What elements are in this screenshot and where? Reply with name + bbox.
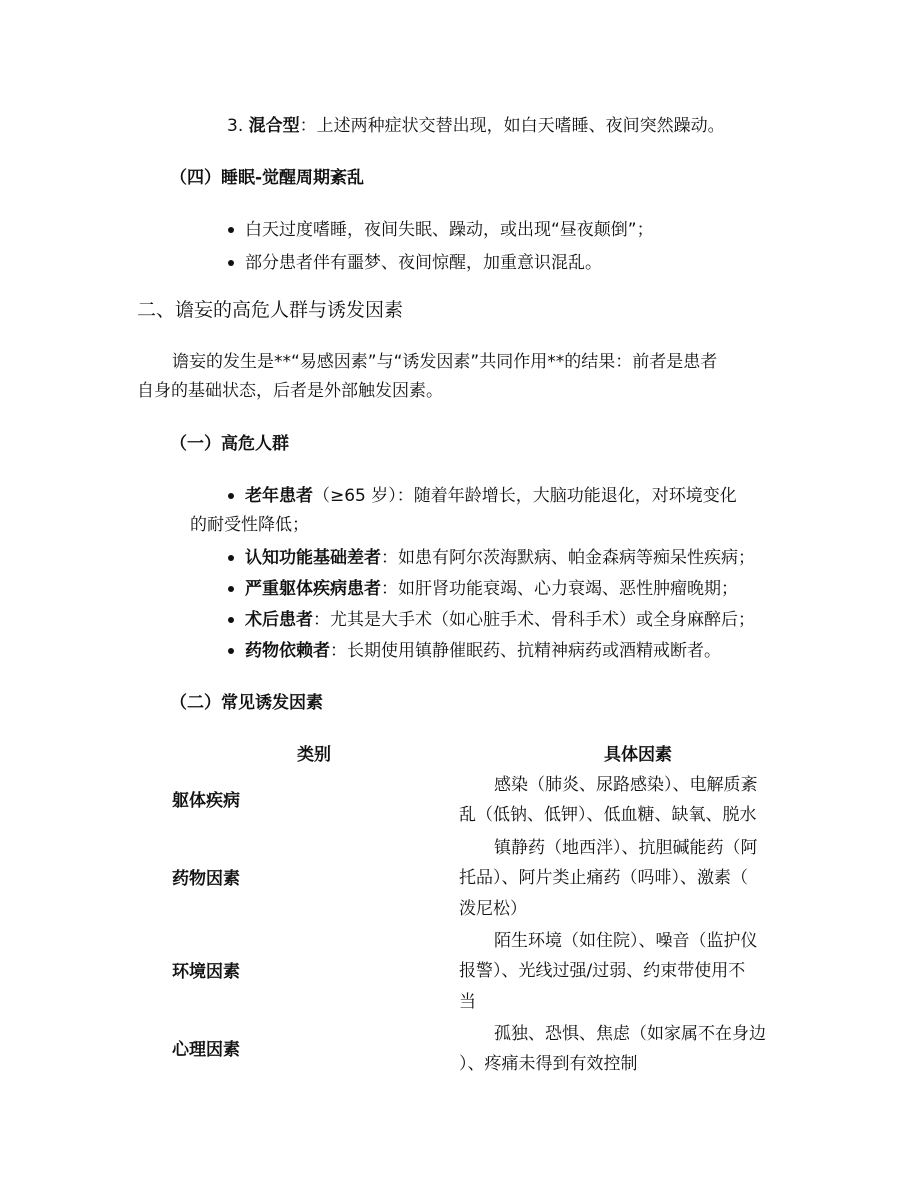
sleep-heading: （四）睡眠-觉醒周期紊乱 [170,168,365,188]
bullet-dot [228,586,234,592]
high-risk-text: （≥65 岁）：随着年龄增长，大脑功能退化，对环境变化 [313,486,737,506]
high-risk-label: 严重躯体疾病患者 [245,579,381,599]
table-row-category: 环境因素 [172,962,240,982]
triggers-heading: （二）常见诱发因素 [170,693,323,713]
table-row-factor-line: 感染（肺炎、尿路感染）、电解质紊 [494,775,758,795]
table-header-factors: 具体因素 [604,745,672,765]
sleep-item-2: 部分患者伴有噩梦、夜间惊醒，加重意识混乱。 [245,253,602,273]
high-risk-label: 药物依赖者 [245,641,330,661]
table-row-factor-line: 孤独、恐惧、焦虑（如家属不在身边 [494,1024,766,1044]
mixed-type-number: 3. [227,116,249,136]
table-row-factor-line: 泼尼松） [459,899,527,919]
high-risk-text: ：如患有阿尔茨海默病、帕金森病等痴呆性疾病； [381,548,755,568]
bullet-dot [228,555,234,561]
table-row-factor-line: 当 [459,992,476,1012]
intro-line-2: 自身的基础状态，后者是外部触发因素。 [137,381,443,401]
table-row-factor-line: 镇静药（地西泮）、抗胆碱能药（阿 [494,838,758,858]
table-row-factor-line: 托品）、阿片类止痛药（吗啡）、激素（ [459,868,748,888]
high-risk-item-2 [245,546,755,570]
intro-line-1: 谵妄的发生是**“易感因素”与“诱发因素”共同作用**的结果：前者是患者 [172,352,718,372]
bullet-dot [228,227,234,233]
table-row-factor-line: 陌生环境（如住院）、噪音（监护仪 [494,931,758,951]
table-row-category: 躯体疾病 [172,791,240,811]
high-risk-item-1-cont: 的耐受性降低； [190,515,309,535]
table-header-category: 类别 [297,745,331,765]
high-risk-label: 老年患者 [245,486,313,506]
high-risk-label: 认知功能基础差者 [245,548,381,568]
table-row-category: 药物因素 [172,869,240,889]
high-risk-item-3 [245,577,738,601]
bullet-dot [228,648,234,654]
sleep-item-1: 白天过度嗜睡，夜间失眠、躁动，或出现“昼夜颠倒”； [245,220,654,240]
high-risk-text: ：长期使用镇静催眠药、抗精神病药或酒精戒断者。 [330,641,721,661]
table-row-factor-line: ）、疼痛未得到有效控制 [459,1054,638,1074]
table-row-factor-line: 报警）、光线过强/过弱、约束带使用不 [459,961,746,981]
table-row-factor-line: 乱（低钠、低钾）、低血糖、缺氧、脱水 [459,805,757,825]
bullet-dot [228,260,234,266]
high-risk-item-4 [245,608,755,632]
high-risk-text: ：尤其是大手术（如心脏手术、骨科手术）或全身麻醉后； [313,610,755,630]
high-risk-text: ：如肝肾功能衰竭、心力衰竭、恶性肿瘤晚期； [381,579,738,599]
table-row-category: 心理因素 [172,1040,240,1060]
bullet-dot [228,617,234,623]
high-risk-item-1 [245,484,737,508]
high-risk-item-5 [245,639,721,663]
mixed-type-label: 混合型 [248,116,300,136]
high-risk-heading: （一）高危人群 [170,434,289,454]
high-risk-label: 术后患者 [245,610,313,630]
bullet-dot [228,493,234,499]
mixed-type-text: ：上述两种症状交替出现，如白天嗜睡、夜间突然躁动。 [299,116,725,136]
section-2-title: 二、谵妄的高危人群与诱发因素 [137,299,404,321]
mixed-type-item [227,114,725,138]
